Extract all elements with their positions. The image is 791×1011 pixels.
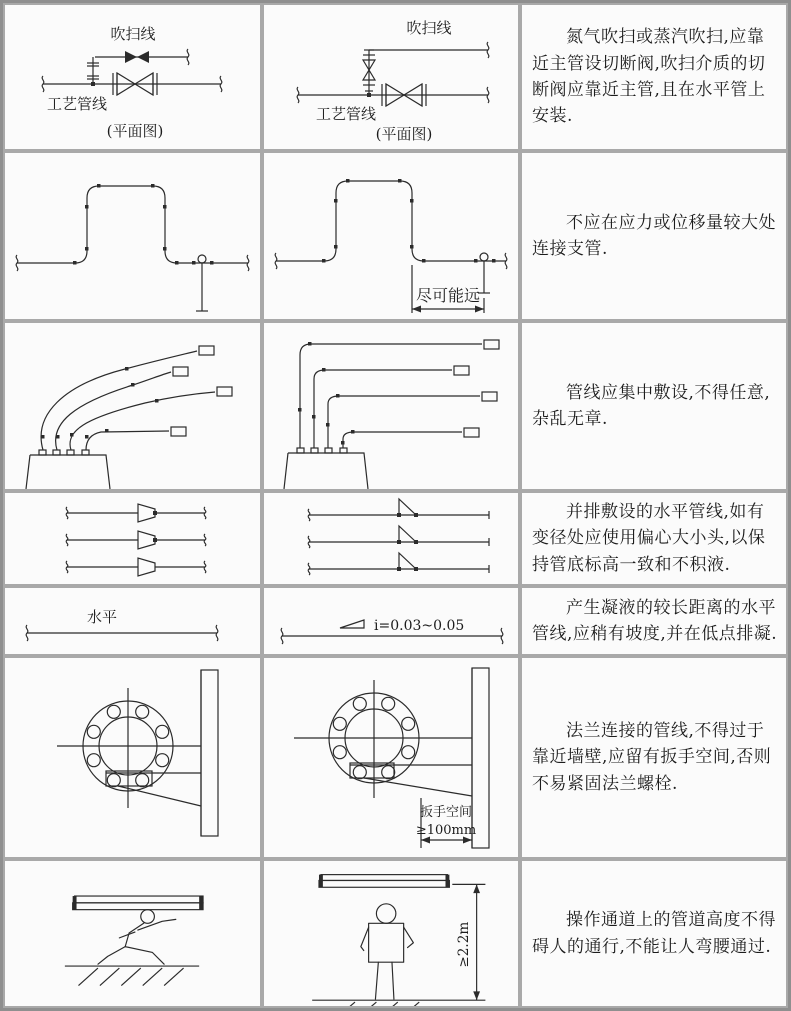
sloped-line-diagram [264,588,518,654]
row6-middle-diagram-cell [264,658,518,857]
purge-line-label: 吹扫线 [406,19,452,37]
ground-hatch [78,968,183,986]
row5-left-diagram-cell [5,588,260,654]
row5-note-cell [522,588,786,654]
row2-middle-diagram-cell [264,153,518,319]
slope-symbol-icon [340,620,364,628]
standing-person-icon [361,904,414,999]
process-line-label: 工艺管线 [46,95,108,113]
horizontal-line-diagram [5,588,260,654]
plan-view-caption: (平面图) [106,122,164,140]
plan-view-caption: (平面图) [375,125,433,143]
row6-note-cell [522,658,786,857]
guideline-note: 管线应集中敷设,不得任意,杂乱无章. [532,382,771,429]
wrench-space-value: ≥100mm [415,823,477,838]
row6-left-diagram-cell [5,658,260,857]
row1-note-cell [522,5,786,149]
concentric-reducer-diagram [5,493,260,584]
low-pipe-crouching-person-diagram [5,861,260,1006]
row1-left-diagram-cell [5,5,260,149]
row3-middle-diagram-cell [264,323,518,489]
row7-middle-diagram-cell [264,861,518,1006]
purge-line-label: 吹扫线 [110,25,156,43]
eccentric-reducer-diagram [264,493,518,584]
row3-note-cell [522,323,786,489]
process-line-label: 工艺管线 [315,105,377,123]
horizontal-label: 水平 [86,608,118,626]
row2-left-diagram-cell [5,153,260,319]
guideline-note: 并排敷设的水平管线,如有变径处应使用偏心大小头,以保持管底标高一致和不积液. [532,501,766,575]
purge-line-diagram-a [5,5,260,149]
row2-note-cell [522,153,786,319]
ordered-lines-diagram [264,323,518,489]
row3-left-diagram-cell [5,323,260,489]
guideline-note: 氮气吹扫或蒸汽吹扫,应靠近主管设切断阀,吹扫介质的切断阀应靠近主管,且在水平管上安装. [532,27,766,127]
dimension-label: 尽可能远 [415,286,481,305]
row4-middle-diagram-cell [264,493,518,584]
height-dimension-label: ≥2.2m [455,921,472,968]
guideline-note: 法兰连接的管线,不得过于靠近墙壁,应留有扳手空间,否则不易紧固法兰螺栓. [532,720,772,794]
wrench-space-label: 扳手空间 [419,805,473,820]
loop-branch-far-diagram [264,153,518,319]
guideline-note: 不应在应力或位移量较大处连接支管. [532,212,776,259]
row1-middle-diagram-cell [264,5,518,149]
high-pipe-standing-person-diagram [264,861,518,1006]
row7-note-cell [522,861,786,1006]
row4-note-cell [522,493,786,584]
row7-left-diagram-cell [5,861,260,1006]
row5-middle-diagram-cell [264,588,518,654]
flange-with-wrench-space-diagram [264,658,518,857]
crouching-person-icon [98,910,176,964]
ground-hatch [336,1002,420,1006]
row4-left-diagram-cell [5,493,260,584]
flange-too-close-diagram [5,658,260,857]
slope-value-label: i=0.03~0.05 [374,618,465,634]
loop-branch-near-diagram [5,153,260,319]
guideline-note: 产生凝液的较长距离的水平管线,应稍有坡度,并在低点排凝. [532,597,778,644]
guideline-note: 操作通道上的管道高度不得碍人的通行,不能让人弯腰通过. [532,910,776,957]
scattered-lines-diagram [5,323,260,489]
purge-line-diagram-b [264,5,518,149]
